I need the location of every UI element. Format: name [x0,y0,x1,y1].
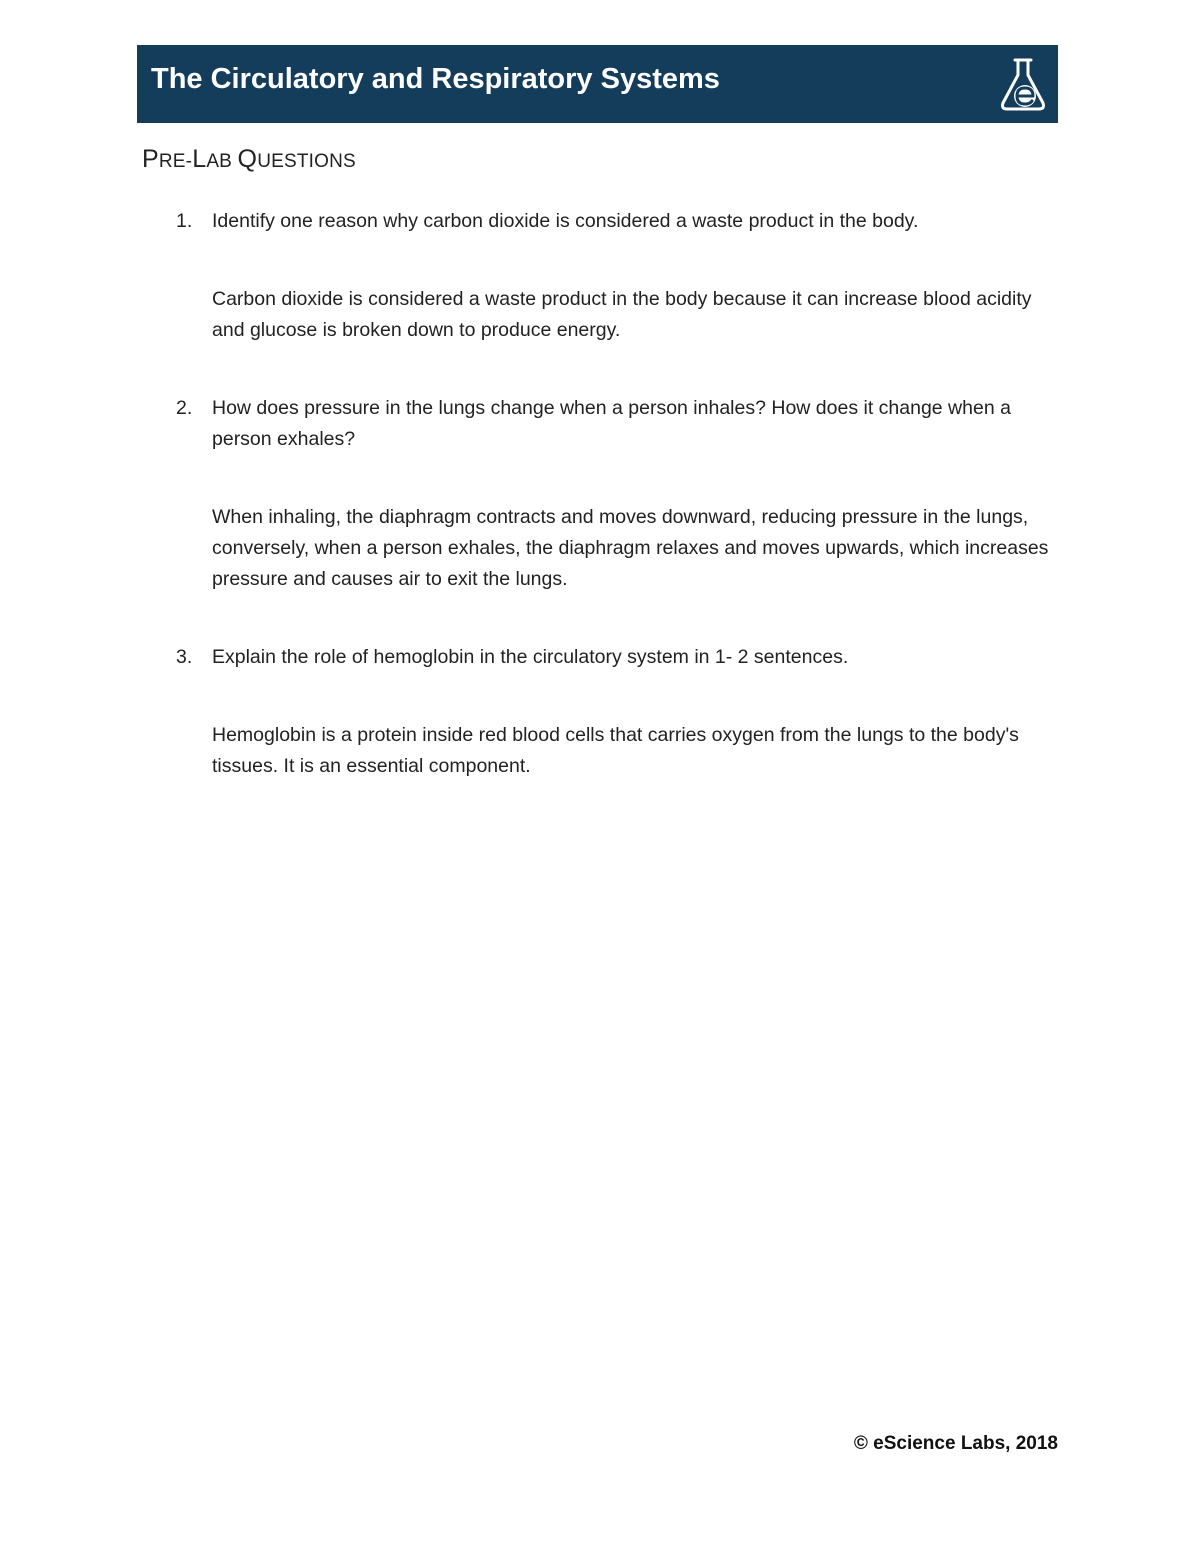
escience-flask-logo-icon [998,55,1048,113]
question-list [176,206,1056,782]
question-text: How does pressure in the lungs change when a person inhales? How does it change when a person exhales? [212,397,1011,450]
copyright-footer: © eScience Labs, 2018 [853,1433,1058,1454]
question-item [176,642,1056,782]
pre-lab-questions-heading: PRE-LAB QUESTIONS [142,145,356,173]
document-title: The Circulatory and Respiratory Systems [151,63,720,95]
question-item [176,206,1056,346]
answer-text: When inhaling, the diaphragm contracts and moves downward, reducing pressure in the lungs, conversely, when a person exhales, the diaphragm relaxes and moves upwards, which increases pressure and causes air to exit the lungs. [212,506,1049,590]
answer-text: Carbon dioxide is considered a waste product in the body because it can increase blood acidity and glucose is broken down to produce energy. [212,288,1032,341]
document-header-banner [137,45,1058,123]
question-number: 2. [176,397,193,419]
question-text: Identify one reason why carbon dioxide is considered a waste product in the body. [212,210,919,232]
question-text: Explain the role of hemoglobin in the circulatory system in 1- 2 sentences. [212,646,849,668]
question-number: 1. [176,210,193,232]
question-number: 3. [176,646,193,668]
question-item [176,393,1056,595]
answer-text: Hemoglobin is a protein inside red blood cells that carries oxygen from the lungs to the body's tissues. It is an essential component. [212,724,1019,777]
